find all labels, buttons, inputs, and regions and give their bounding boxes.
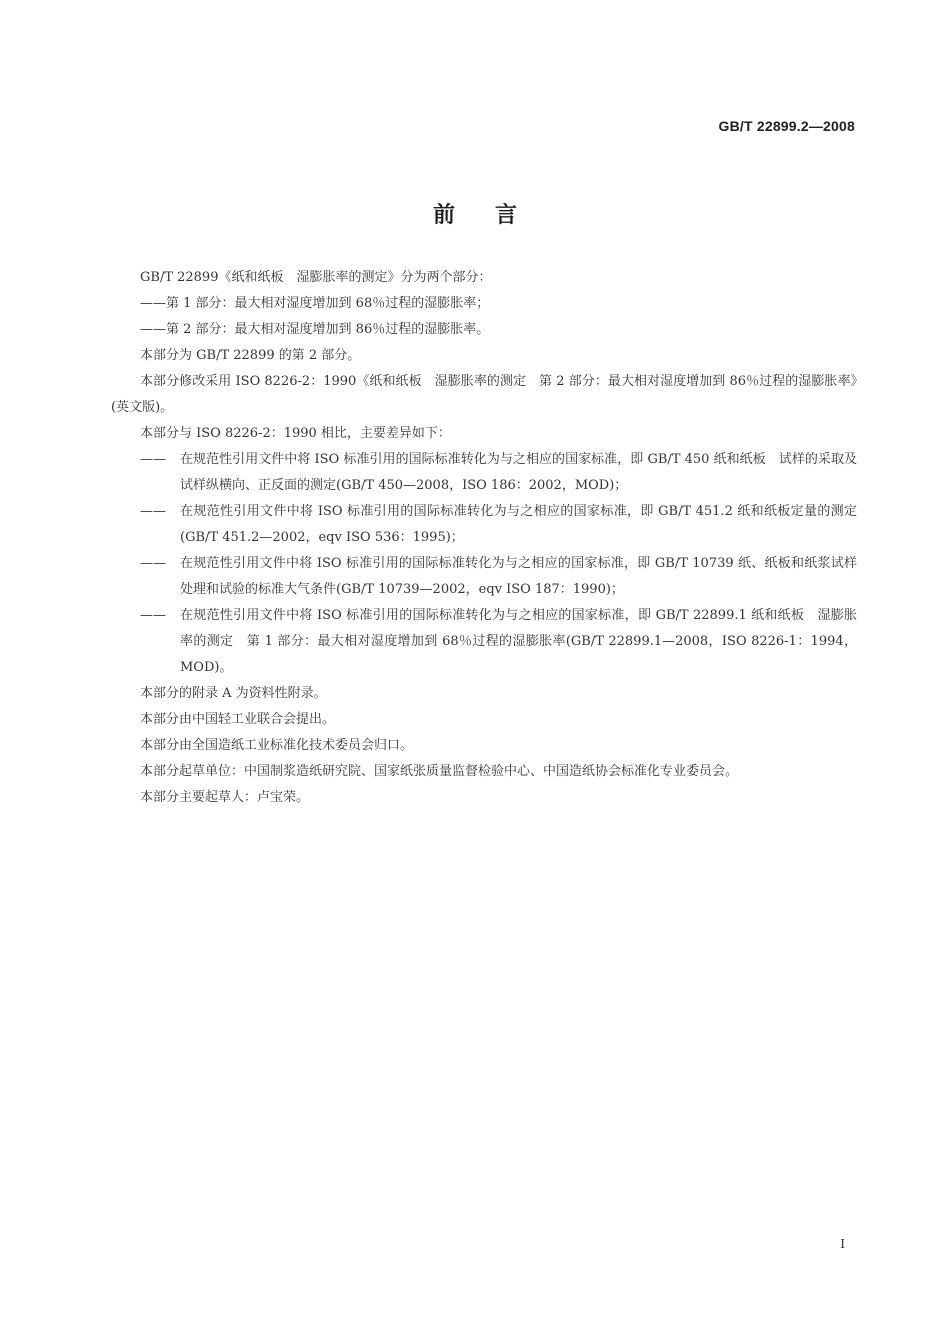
paragraph-iso-adoption: 本部分修改采用 ISO 8226-2：1990《纸和纸板 湿膨胀率的测定 第 2 部分：最大相对湿度增加到 86％过程的湿膨胀率》(英文版)。 — [111, 374, 857, 415]
paragraph-differences-intro: 本部分与 ISO 8226-2：1990 相比，主要差异如下： — [140, 426, 451, 441]
dash-marker: —— — [140, 556, 166, 571]
dash-marker: —— — [140, 452, 166, 467]
difference-item-text: 在规范性引用文件中将 ISO 标准引用的国际标准转化为与之相应的国家标准，即 GB/T 22899.1 纸和纸板 湿膨胀率的测定 第 1 部分：最大相对湿度增加到 68％过程的湿膨胀率(GB/T 22899.1—2008，ISO 8226-1：1994，MOD)。 — [180, 608, 857, 675]
difference-item-text: 在规范性引用文件中将 ISO 标准引用的国际标准转化为与之相应的国家标准，即 GB/T 10739 纸、纸板和纸浆试样处理和试验的标准大气条件(GB/T 10739—2002，eqv ISO 187：1990)； — [180, 556, 857, 597]
paragraph-committee: 本部分由全国造纸工业标准化技术委员会归口。 — [140, 738, 414, 753]
difference-item-text: 在规范性引用文件中将 ISO 标准引用的国际标准转化为与之相应的国家标准，即 GB/T 451.2 纸和纸板定量的测定(GB/T 451.2—2002，eqv ISO 536：1995)； — [180, 504, 857, 545]
dash-marker: —— — [140, 504, 166, 519]
difference-item-text: 在规范性引用文件中将 ISO 标准引用的国际标准转化为与之相应的国家标准，即 GB/T 450 纸和纸板 试样的采取及试样纵横向、正反面的测定(GB/T 450—2008，ISO 186：2002，MOD)； — [180, 452, 857, 493]
difference-item-4 — [111, 603, 857, 681]
paragraph-this-part: 本部分为 GB/T 22899 的第 2 部分。 — [140, 348, 361, 363]
dash-marker: —— — [140, 608, 166, 623]
paragraph-proposer: 本部分由中国轻工业联合会提出。 — [140, 712, 336, 727]
standard-code: GB/T 22899.2—2008 — [718, 118, 855, 134]
paragraph-part-2: ——第 2 部分：最大相对湿度增加到 86％过程的湿膨胀率。 — [140, 322, 490, 337]
page-title: 前言 — [432, 203, 557, 228]
difference-item-1 — [111, 447, 857, 499]
paragraph-parts-intro: GB/T 22899《纸和纸板 湿膨胀率的测定》分为两个部分： — [140, 270, 492, 285]
paragraph-part-1: ——第 1 部分：最大相对湿度增加到 68％过程的湿膨胀率； — [140, 296, 490, 311]
page-number: I — [840, 1237, 845, 1251]
paragraph-drafting-units: 本部分起草单位：中国制浆造纸研究院、国家纸张质量监督检验中心、中国造纸协会标准化专业委员会。 — [140, 764, 739, 779]
foreword-body — [111, 265, 857, 811]
paragraph-drafters: 本部分主要起草人：卢宝荣。 — [140, 790, 310, 805]
difference-item-2 — [111, 499, 857, 551]
paragraph-appendix: 本部分的附录 A 为资料性附录。 — [140, 686, 327, 701]
difference-item-3 — [111, 551, 857, 603]
